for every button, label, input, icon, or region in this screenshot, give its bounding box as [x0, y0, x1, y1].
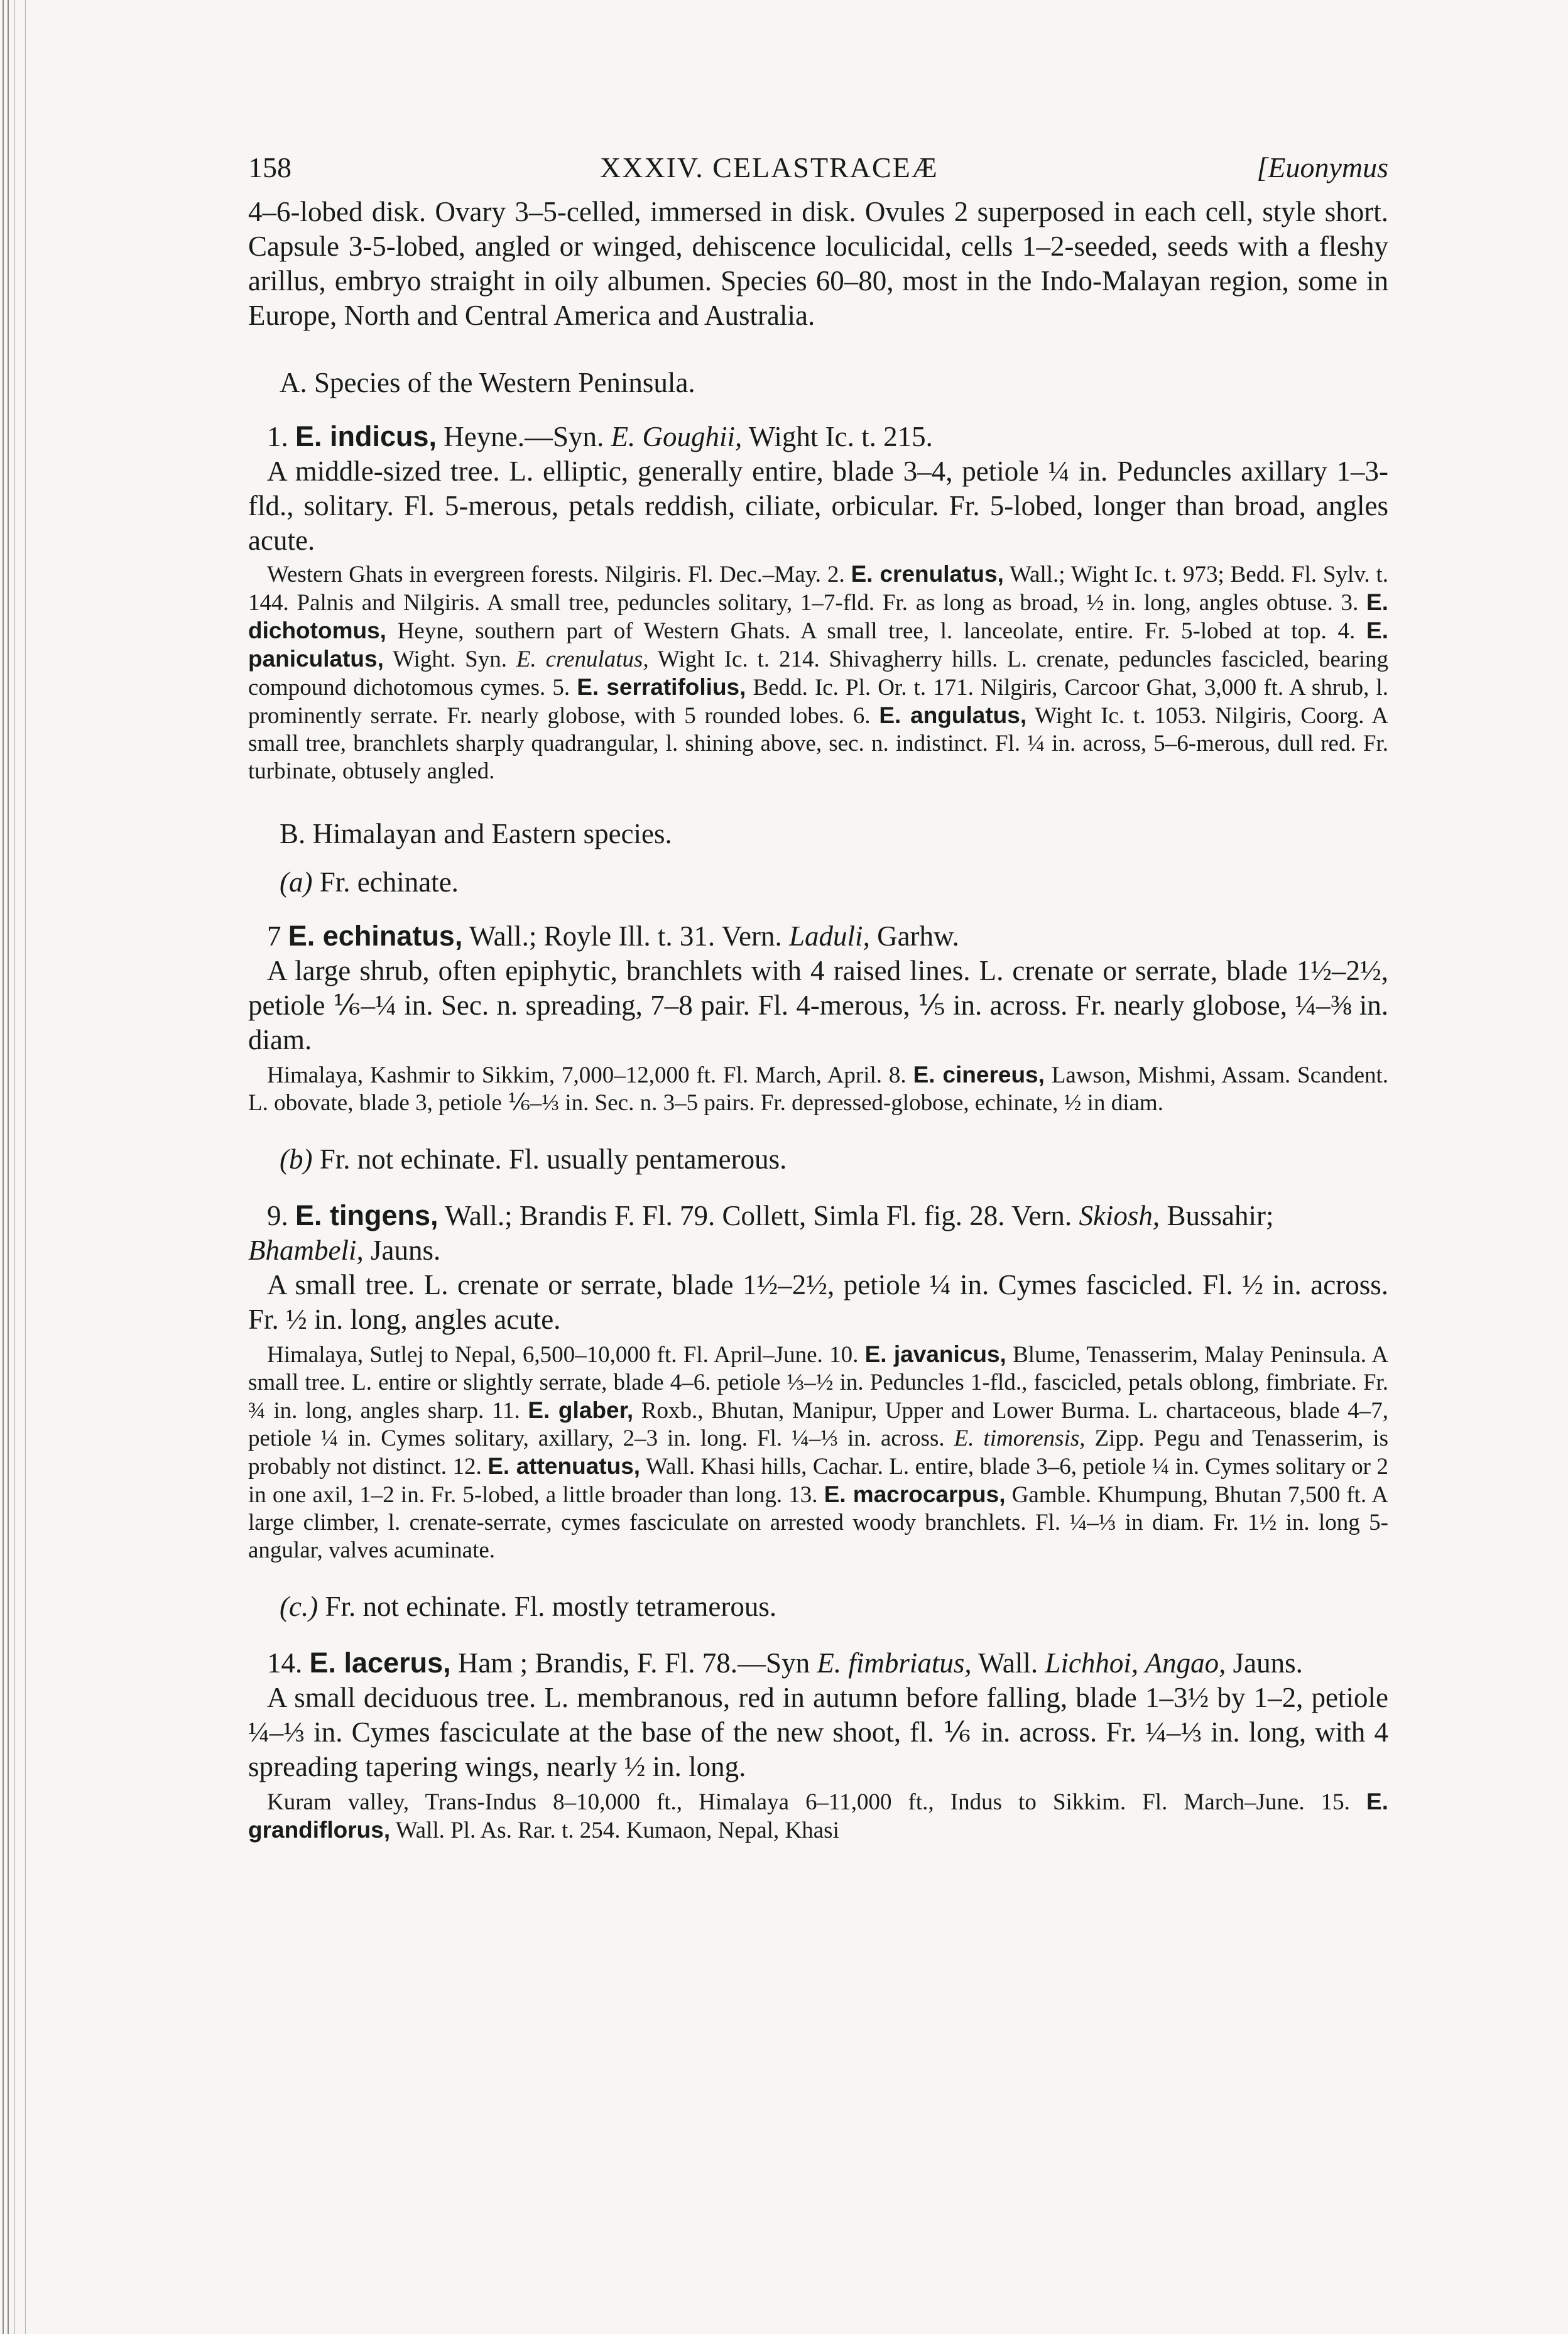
species-1-heading: 1. E. indicus, Heyne.—Syn. E. Goughii, Wight Ic. t. 215.	[267, 420, 933, 452]
species-name: E. echinatus,	[288, 920, 463, 952]
chapter-title: XXXIV. CELASTRACEÆ	[600, 151, 939, 183]
section-b-heading: B. Himalayan and Eastern species.	[280, 818, 672, 849]
page-header	[248, 151, 1388, 195]
species-name: E. lacerus,	[309, 1647, 451, 1679]
species-7-notes: Himalaya, Kashmir to Sikkim, 7,000–12,000 ft. Fl. March, April. 8. E. cinereus, Lawson, Mishmi, Assam. Scandent. L. obovate, blade 3, petiole ⅙–⅓ in. Sec. n. 3–5 pairs. Fr. depressed-globose, echinate, ½ in diam.	[248, 1062, 1389, 1116]
book-spine-edge	[0, 0, 38, 2334]
species-9-notes: Himalaya, Sutlej to Nepal, 6,500–10,000 ft. Fl. April–June. 10. E. javanicus, Blume, Tenasserim, Malay Peninsula. A small tree. L. entire or slightly serrate, blade 4–6. petiole ⅓–½ in. Peduncles 1-fld., fascicled, petals oblong, fimbriate. Fr. ¾ in. long, angles sharp. 11. E. glaber, Roxb., Bhutan, Manipur, Upper and Lower Burma. L. chartaceous, blade 4–7, petiole ¼ in. Cymes solitary, axillary, 2–3 in. long. Fl. ¼–⅓ in. across. E. timorensis, Zipp. Pegu and Tenasserim, is probably not distinct. 12. E. attenuatus, Wall. Khasi hills, Cachar. L. entire, blade 3–6, petiole ¼ in. Cymes solitary or 2 in one axil, 1–2 in. Fr. 5-lobed, a little broader than long. 13. E. macrocarpus, Gamble. Khumpung, Bhutan 7,500 ft. A large climber, l. crenate-serrate, cymes fasciculate on arrested woody branchlets. Fl. ¼–⅓ in diam. Fr. 1½ in. long 5-angular, valves acuminate.	[248, 1341, 1389, 1563]
subsection-c-heading: (c.) Fr. not echinate. Fl. mostly tetramerous.	[280, 1591, 777, 1622]
running-head: [Euonymus	[1256, 151, 1388, 183]
species-1-notes: Western Ghats in evergreen forests. Nilgiris. Fl. Dec.–May. 2. E. crenulatus, Wall.; Wight Ic. t. 973; Bedd. Fl. Sylv. t. 144. Palnis and Nilgiris. A small tree, peduncles solitary, 1–7-fld. Fr. as long as broad, ½ in. long, angles obtuse. 3. E. dichotomus, Heyne, southern part of Western Ghats. A small tree, l. lanceolate, entire. Fr. 5-lobed at top. 4. E. paniculatus, Wight. Syn. E. crenulatus, Wight Ic. t. 214. Shivagherry hills. L. crenate, peduncles fascicled, bearing compound dichotomous cymes. 5. E. serratifolius, Bedd. Ic. Pl. Or. t. 171. Nilgiris, Carcoor Ghat, 3,000 ft. A shrub, l. prominently serrate. Fr. nearly globose, with 5 rounded lobes. 6. E. angulatus, Wight Ic. t. 1053. Nilgiris, Coorg. A small tree, branchlets sharply quadrangular, l. shining above, sec. n. indistinct. Fl. ¼ in. across, 5–6-merous, dull red. Fr. turbinate, obtusely angled.	[248, 561, 1389, 784]
subsection-b-heading: (b) Fr. not echinate. Fl. usually pentamerous.	[280, 1143, 787, 1175]
species-14-notes: Kuram valley, Trans-Indus 8–10,000 ft., Himalaya 6–11,000 ft., Indus to Sikkim. Fl. March–June. 15. E. grandiflorus, Wall. Pl. As. Rar. t. 254. Kumaon, Nepal, Khasi	[248, 1789, 1388, 1843]
genus-description: 4–6-lobed disk. Ovary 3–5-celled, immersed in disk. Ovules 2 superposed in each cell, style short. Capsule 3-5-lobed, angled or winged, dehiscence loculicidal, cells 1–2-seeded, seeds with a fleshy arillus, embryo straight in oily albumen. Species 60–80, most in the Indo-Malayan region, some in Europe, North and Central America and Australia.	[248, 196, 1388, 331]
species-9-description: A small tree. L. crenate or serrate, blade 1½–2½, petiole ¼ in. Cymes fascicled. Fl. ½ in. across. Fr. ½ in. long, angles acute.	[248, 1269, 1388, 1335]
species-7-heading: 7 E. echinatus, Wall.; Royle Ill. t. 31. Vern. Laduli, Garhw.	[267, 920, 959, 952]
species-1-description: A middle-sized tree. L. elliptic, generally entire, blade 3–4, petiole ¼ in. Peduncles axillary 1–3-fld., solitary. Fl. 5-merous, petals reddish, ciliate, orbicular. Fr. 5-lobed, longer than broad, angles acute.	[248, 455, 1388, 556]
species-14-description: A small deciduous tree. L. membranous, red in autumn before falling, blade 1–3½ by 1–2, petiole ¼–⅓ in. Cymes fasciculate at the base of the new shoot, fl. ⅙ in. across. Fr. ¼–⅓ in. long, with 4 spreading tapering wings, nearly ½ in. long.	[248, 1682, 1388, 1782]
book-page	[248, 151, 1388, 1845]
species-7-description: A large shrub, often epiphytic, branchlets with 4 raised lines. L. crenate or serrate, blade 1½–2½, petiole ⅙–¼ in. Sec. n. spreading, 7–8 pair. Fl. 4-merous, ⅕ in. across. Fr. nearly globose, ¼–⅜ in. diam.	[248, 955, 1388, 1055]
subsection-a-heading: (a) Fr. echinate.	[280, 866, 459, 898]
species-name: E. tingens,	[295, 1199, 438, 1231]
section-a-heading: A. Species of the Western Peninsula.	[280, 367, 695, 398]
species-14-heading: 14. E. lacerus, Ham ; Brandis, F. Fl. 78.—Syn E. fimbriatus, Wall. Lichhoi, Angao, Jauns.	[267, 1647, 1303, 1679]
species-name: E. indicus,	[295, 420, 437, 452]
page-number: 158	[248, 151, 291, 183]
species-9-heading: 9. E. tingens, Wall.; Brandis F. Fl. 79. Collett, Simla Fl. fig. 28. Vern. Skiosh, Bussahir; Bhambeli, Jauns.	[248, 1199, 1274, 1266]
